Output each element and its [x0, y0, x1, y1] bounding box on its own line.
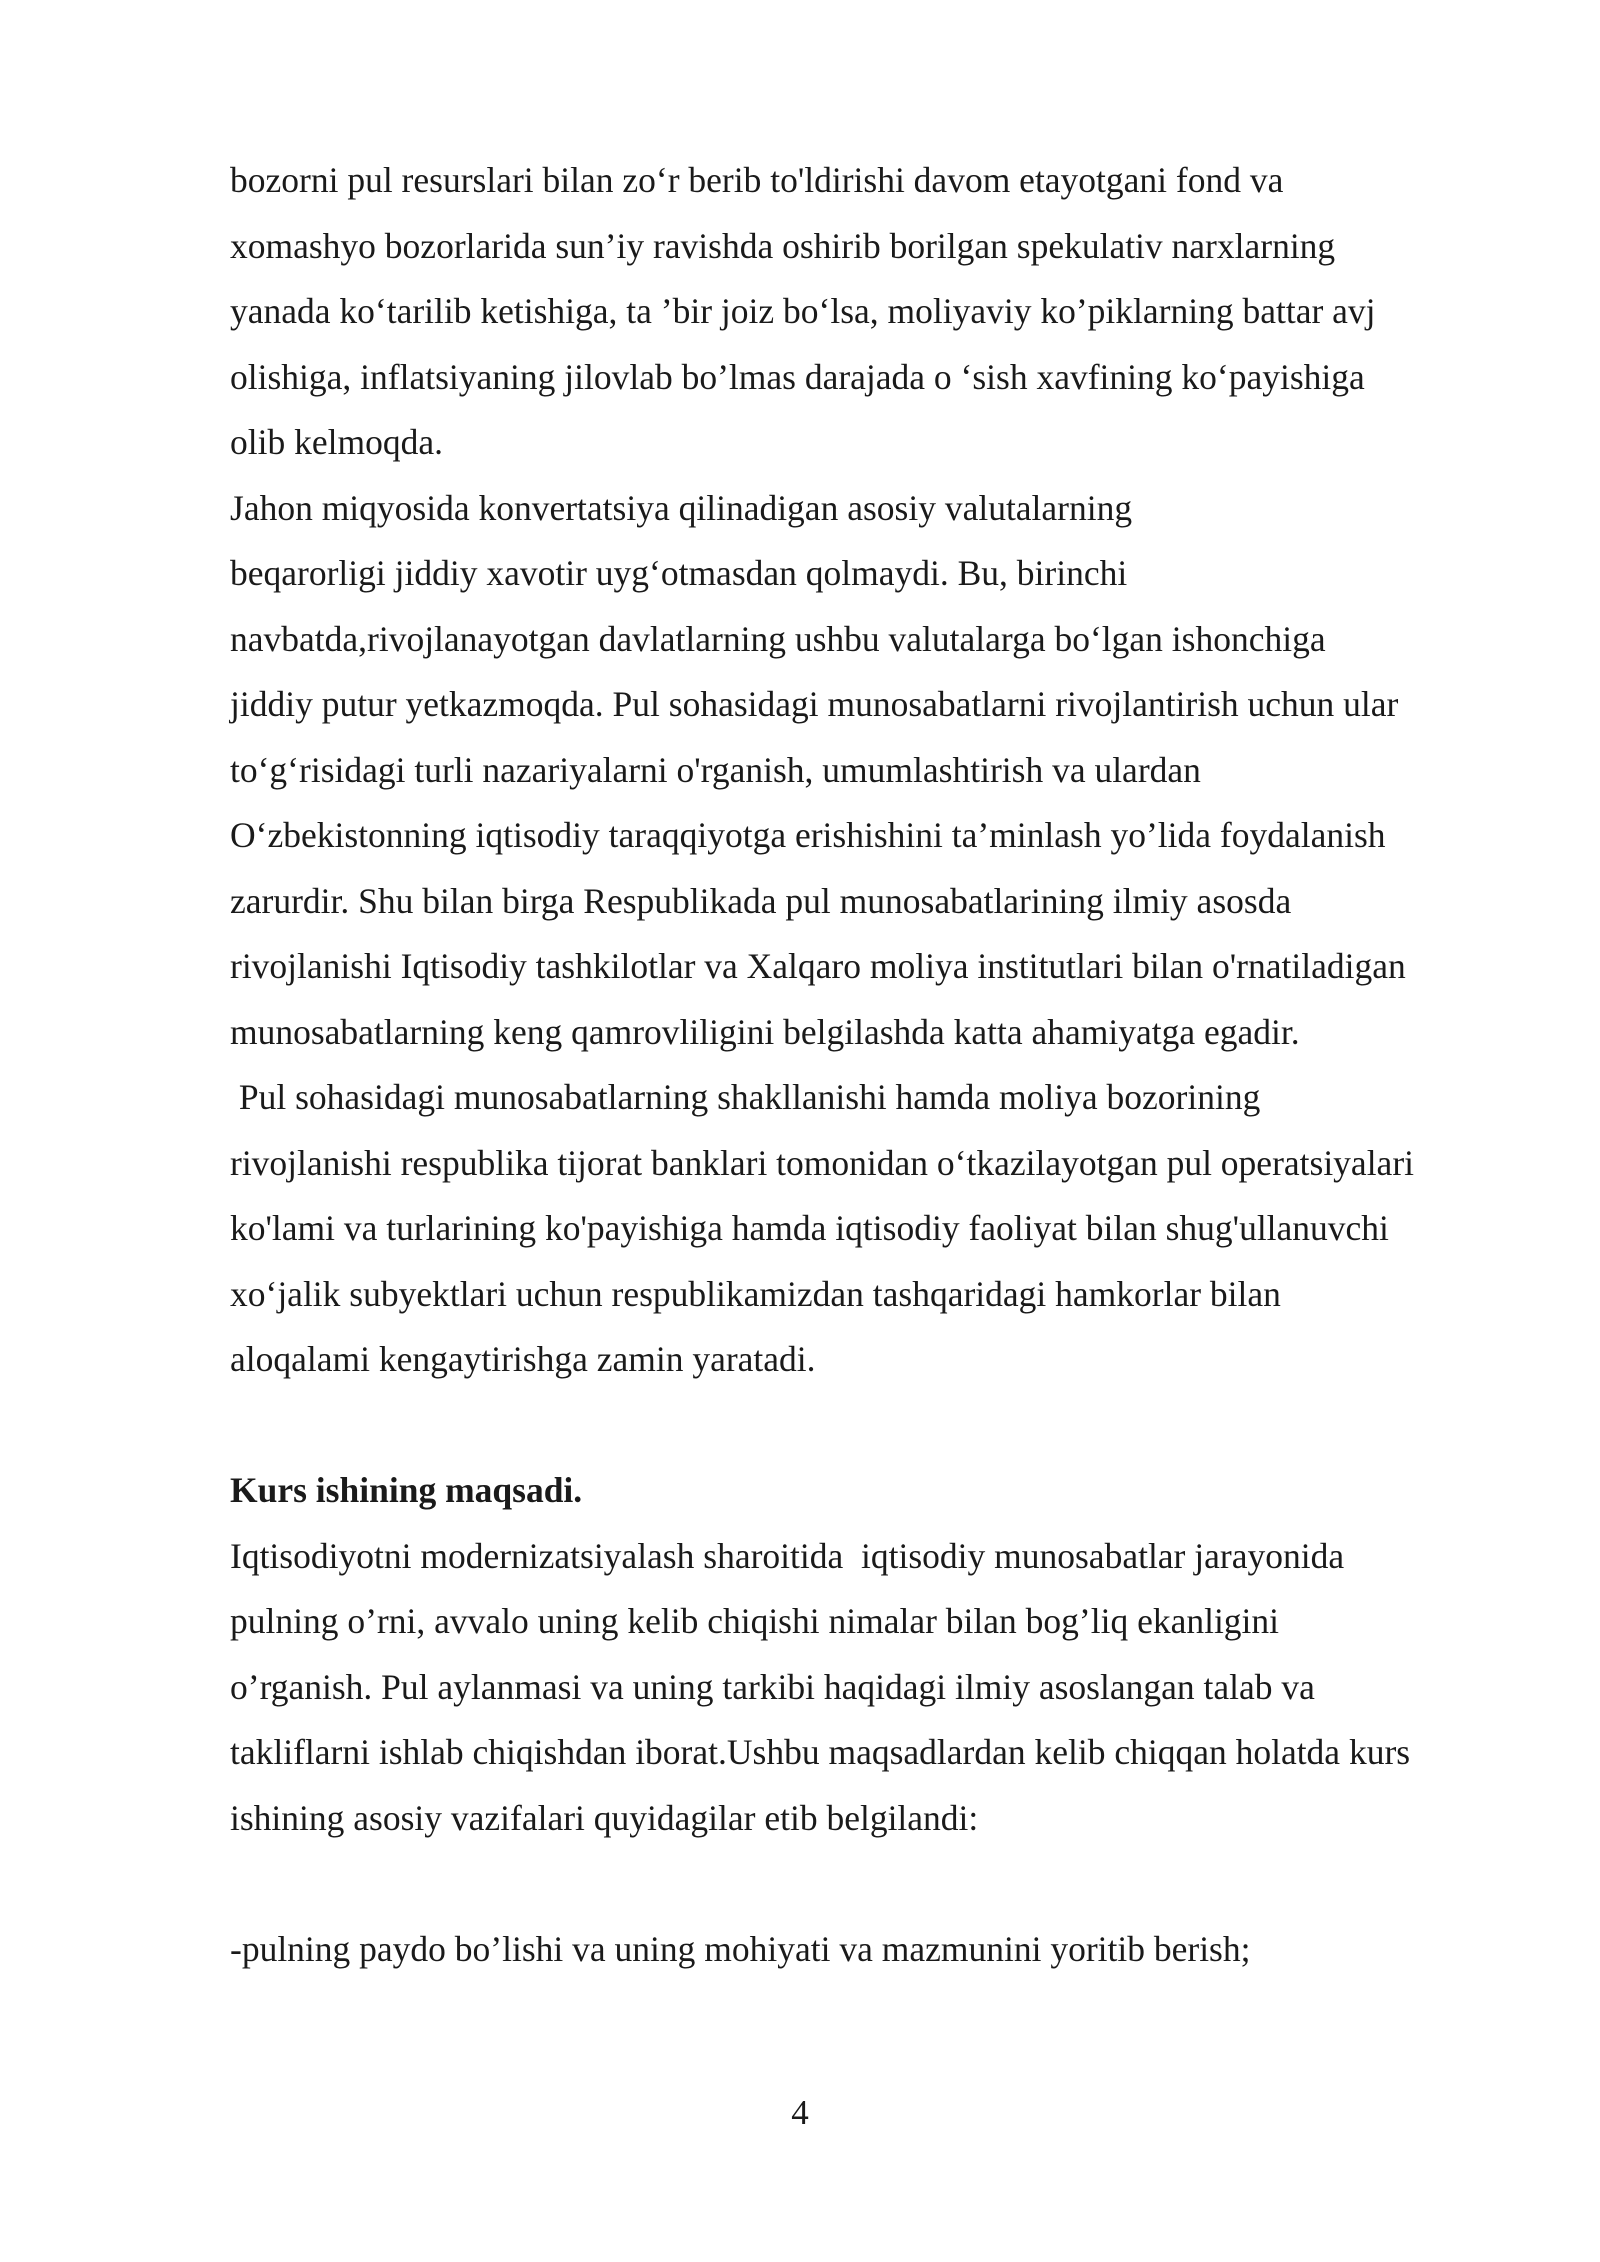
text-line: yanada ko‘tarilib ketishiga, ta ’bir joiz bo‘lsa, moliyaviy ko’piklarning battar avj	[230, 291, 1376, 331]
blank-line	[230, 1393, 1510, 1459]
text-line: zarurdir. Shu bilan birga Respublikada pul munosabatlarining ilmiy asosda	[230, 880, 1292, 921]
text-line: xo‘jalik subyektlari uchun respublikamizdan tashqaridagi hamkorlar bilan	[230, 1273, 1281, 1314]
text-line: aloqalami kengaytirishga zamin yaratadi.	[230, 1339, 816, 1379]
paragraph-4	[230, 1524, 1510, 1852]
text-line: ko'lami va turlarining ko'payishiga hamda iqtisodiy faoliyat bilan shug'ullanuvchi	[230, 1208, 1389, 1248]
list-item: -pulning paydo bo’lishi va uning mohiyati va mazmunini yoritib berish;	[230, 1928, 1251, 1969]
text-line: Pul sohasidagi munosabatlarning shakllanishi hamda moliya bozorining	[230, 1077, 1261, 1117]
text-line: olishiga, inflatsiyaning jilovlab bo’lmas darajada o ‘sish xavfining ko‘payishiga	[230, 356, 1365, 397]
text-line: Iqtisodiyotni modernizatsiyalash sharoitida iqtisodiy munosabatlar jarayonida	[230, 1535, 1345, 1576]
text-line: rivojlanishi Iqtisodiy tashkilotlar va Xalqaro moliya institutlari bilan o'rnatiladigan	[230, 946, 1406, 986]
section-heading: Kurs ishining maqsadi.	[230, 1470, 583, 1510]
text-line: xomashyo bozorlarida sun’iy ravishda oshirib borilgan spekulativ narxlarning	[230, 225, 1336, 266]
document-body	[230, 148, 1510, 1982]
page-number: 4	[791, 2093, 809, 2132]
text-line: rivojlanishi respublika tijorat banklari tomonidan o‘tkazilayotgan pul operatsiyalari	[230, 1142, 1414, 1183]
paragraph-2	[230, 476, 1510, 1066]
text-line: munosabatlarning keng qamrovliligini belgilashda katta ahamiyatga egadir.	[230, 1011, 1300, 1052]
text-line: navbatda,rivojlanayotgan davlatlarning ushbu valutalarga bo‘lgan ishonchiga	[230, 618, 1326, 659]
text-line: to‘g‘risidagi turli nazariyalarni o'rganish, umumlashtirish va ulardan	[230, 749, 1201, 790]
text-line: jiddiy putur yetkazmoqda. Pul sohasidagi munosabatlarni rivojlantirish uchun ular	[230, 684, 1399, 724]
blank-line	[230, 1851, 1510, 1917]
text-line: takliflarni ishlab chiqishdan iborat.Ushbu maqsadlardan kelib chiqqan holatda kurs	[230, 1732, 1411, 1772]
text-line: ishining asosiy vazifalari quyidagilar etib belgilandi:	[230, 1797, 979, 1838]
text-line: Jahon miqyosida konvertatsiya qilinadigan asosiy valutalarning	[230, 487, 1133, 528]
text-line: beqarorligi jiddiy xavotir uyg‘otmasdan qolmaydi. Bu, birinchi	[230, 553, 1128, 593]
paragraph-1	[230, 148, 1510, 476]
paragraph-3	[230, 1065, 1510, 1393]
text-line: o’rganish. Pul aylanmasi va uning tarkibi haqidagi ilmiy asoslangan talab va	[230, 1666, 1315, 1707]
text-line: bozorni pul resurslari bilan zo‘r berib to'ldirishi davom etayotgani fond va	[230, 160, 1284, 200]
text-line: pulning o’rni, avvalo uning kelib chiqishi nimalar bilan bog’liq ekanligini	[230, 1601, 1280, 1641]
text-line: O‘zbekistonning iqtisodiy taraqqiyotga erishishini ta’minlash yo’lida foydalanish	[230, 815, 1386, 855]
text-line: olib kelmoqda.	[230, 422, 443, 462]
